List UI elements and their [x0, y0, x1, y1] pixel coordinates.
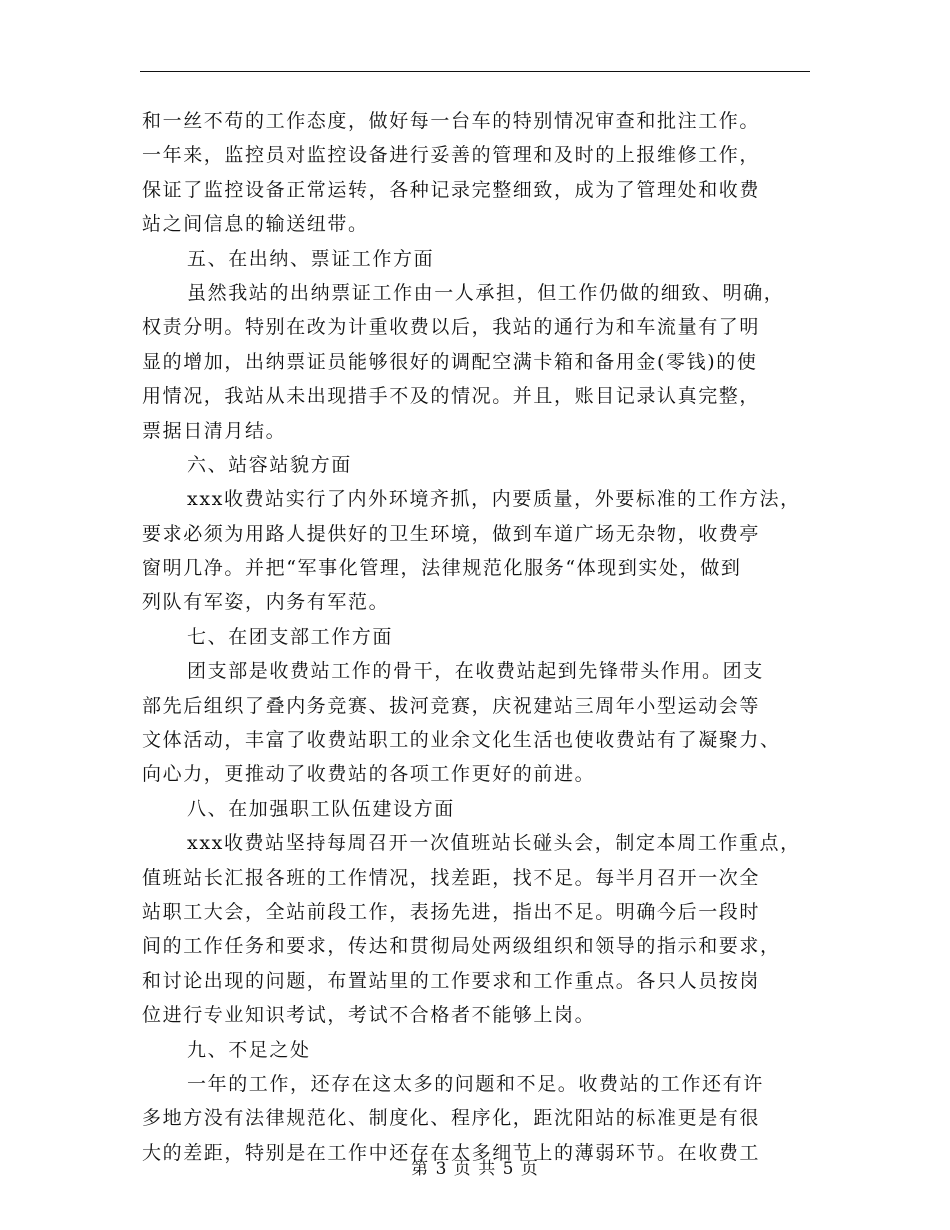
text-line: 五、在出纳、票证工作方面	[187, 247, 435, 270]
text-line: 和一丝不苟的工作态度，做好每一台车的特别情况审查和批注工作。	[142, 110, 761, 132]
page-number: 第 3 页 共 5 页	[411, 1159, 539, 1179]
text-line: 一年的工作，还存在这太多的问题和不足。收费站的工作还有许	[187, 1072, 764, 1095]
text-line: 站之间信息的输送纽带。	[142, 213, 369, 236]
text-line: 列队有军姿，内务有军范。	[142, 591, 390, 614]
text-line: 一年来，监控员对监控设备进行妥善的管理和及时的上报维修工作，	[142, 144, 761, 167]
text-line: 团支部是收费站工作的骨干，在收费站起到先锋带头作用。团支	[187, 660, 764, 683]
text-line: 保证了监控设备正常运转，各种记录完整细致，成为了管理处和收费	[142, 178, 761, 201]
text-line: 用情况，我站从未出现措手不及的情况。并且，账目记录认真完整，	[142, 385, 761, 408]
document-body	[142, 104, 842, 1170]
text-line: xxx收费站实行了内外环境齐抓，内要质量，外要标准的工作方法，	[187, 488, 801, 511]
text-line: 权责分明。特别在改为计重收费以后，我站的通行为和车流量有了明	[142, 316, 761, 339]
header-rule	[140, 71, 810, 72]
text-line: 九、不足之处	[187, 1038, 311, 1061]
text-line: 八、在加强职工队伍建设方面	[187, 797, 455, 820]
text-line: 和讨论出现的问题，布置站里的工作要求和工作重点。各只人员按岗	[142, 969, 761, 992]
text-line: xxx收费站坚持每周召开一次值班站长碰头会，制定本周工作重点，	[187, 832, 801, 855]
text-line: 显的增加，出纳票证员能够很好的调配空满卡箱和备用金(零钱)的使	[142, 350, 758, 373]
text-line: 部先后组织了叠内务竞赛、拔河竞赛，庆祝建站三周年小型运动会等	[142, 694, 761, 717]
text-line: 位进行专业知识考试，考试不合格者不能够上岗。	[142, 1004, 596, 1027]
text-line: 多地方没有法律规范化、制度化、程序化，距沈阳站的标准更是有很	[142, 1107, 761, 1130]
text-line: 要求必须为用路人提供好的卫生环境，做到车道广场无杂物，收费亭	[142, 522, 761, 545]
text-line: 文体活动，丰富了收费站职工的业余文化生活也使收费站有了凝聚力、	[142, 729, 781, 752]
text-line: 间的工作任务和要求，传达和贯彻局处两级组织和领导的指示和要求，	[142, 935, 781, 958]
text-line: 值班站长汇报各班的工作情况，找差距，找不足。每半月召开一次全	[142, 866, 761, 889]
text-line: 站职工大会，全站前段工作，表扬先进，指出不足。明确今后一段时	[142, 900, 761, 923]
text-line: 窗明几净。并把“军事化管理，法律规范化服务“体现到实处，做到	[142, 557, 742, 580]
text-line: 六、站容站貌方面	[187, 453, 352, 476]
text-line: 向心力，更推动了收费站的各项工作更好的前进。	[142, 763, 596, 786]
text-line: 七、在团支部工作方面	[187, 625, 394, 648]
text-line: 票据日清月结。	[142, 419, 287, 442]
text-line: 虽然我站的出纳票证工作由一人承担，但工作仍做的细致、明确，	[187, 281, 785, 304]
text-line: 大的差距，特别是在工作中还存在太多细节上的薄弱环节。在收费工	[142, 1141, 761, 1164]
